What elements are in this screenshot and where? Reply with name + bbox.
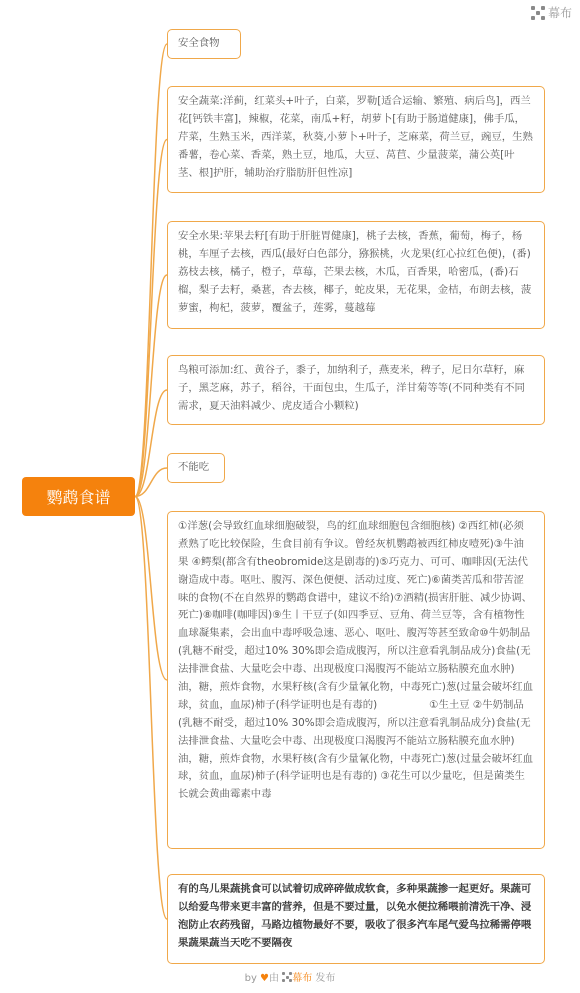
node-bird-feed[interactable]	[167, 355, 545, 425]
credit-by: by	[244, 973, 257, 984]
node-safe-fruits[interactable]	[167, 221, 545, 329]
node-feeding-tips-text: 有的鸟儿果蔬挑食可以试着切成碎碎做成软食，多种果蔬掺一起更好。果蔬可以给爱鸟带来更丰富的营养，但是不要过量，以免水便拉稀喂前清洗干净、浸泡防止农药残留，马路边植物最好不要，吸收了很多汽车尾气爱鸟拉稀需停喂果蔬果蔬当天吃不要隔夜	[178, 883, 532, 949]
root-title: 鹦鹉食谱	[46, 488, 111, 507]
node-bird-feed-text: 鸟粮可添加:红、黄谷子，黍子，加纳利子，燕麦米，稗子，尼日尔草籽，麻子，黑芝麻，苏子，稻谷，干面包虫，生瓜子，洋甘菊等等(不同种类有不同需求，夏天油料减少、虎皮适合小颗粒)	[178, 364, 525, 412]
node-safe-food[interactable]	[167, 29, 241, 59]
node-cannot-eat[interactable]	[167, 453, 225, 483]
footer-credit	[0, 969, 580, 984]
brand-logo	[531, 4, 572, 21]
connector-node-feeding-tips	[135, 497, 167, 920]
connector-node-forbidden-list	[135, 497, 167, 681]
node-forbidden-list-text: ①洋葱(会导致红血球细胞破裂，鸟的红血球细胞包含细胞核) ②西红柿(必须煮熟了吃比较保险，生食目前有争议。曾经灰机鹦鹉被西红柿皮噎死)③牛油果 ④鳄梨(都含有theobromide这是剧毒的)⑤巧克力、可可、咖啡因(无法代谢造成中毒。呕吐、腹泻、深色便便、活动过度、死亡)⑥菌类苦瓜和带苦涩味的食物(不在自然界的鹦鹉食谱中，建议不给)⑦酒精(损害肝脏、减少协调、死亡)⑧咖啡(咖啡因)⑨生丨干豆子(如四季豆、豆角、荷兰豆等，含有植物性血球凝集素，会出血中毒呼吸急速、恶心、呕吐、腹泻等甚至致命⑩牛奶制品(乳糖不耐受，超过10% 30%即会造成腹泻，所以注意看乳制品成分)食盐(无法排泄食盐、大量吃会中毒、出现极度口渴腹泻不能站立肠粘膜充血水肿)油，糖，煎炸食物，水果籽核(含有少量氰化物，中毒死亡)葱(过量会破坏红血球，贫血，血尿)柿子(科学证明也是有毒的) ①生土豆 ②牛奶制品(乳糖不耐受，超过10% 30%即会造成腹泻，所以注意看乳制品成分)食盐(无法排泄食盐、大量吃会中毒、出现极度口渴腹泻不能站立肠粘膜充血水肿)油，糖，煎炸食物，水果籽核(含有少量氰化物，中毒死亡)葱(过量会破坏红血球，贫血，血尿)柿子(科学证明也是有毒的) ③花生可以少量吃，但是菌类生长就会黄曲霉素中毒	[178, 520, 534, 801]
credit-from: 由	[269, 973, 280, 984]
node-safe-food-text: 安全食物	[178, 37, 220, 49]
node-forbidden-list[interactable]	[167, 511, 545, 849]
node-safe-fruits-text: 安全水果:苹果去籽[有助于肝脏胃健康]，桃子去核，香蕉，葡萄，梅子，杨桃，车厘子去核，西瓜(最好白色部分，猕猴桃，火龙果(红心拉红色便)，(番)荔枝去核，橘子，橙子，草莓，芒果去核，木瓜，百香果，哈密瓜，(番)石榴，梨子去籽，桑葚，杏去核，椰子，蛇皮果，无花果，金桔，布朗去核，菠萝蜜，枸杞，菠萝，覆盆子，莲雾，蔓越莓	[178, 230, 532, 314]
brand-name: 幕布	[547, 6, 572, 20]
connector-node-safe-food	[135, 44, 167, 497]
credit-heart-icon: ♥	[260, 973, 270, 984]
mubu-logo-icon	[531, 6, 545, 20]
credit-publish: 发布	[315, 973, 336, 984]
node-safe-vegetables[interactable]	[167, 86, 545, 193]
root-node[interactable]	[22, 477, 135, 516]
credit-brand: 幕布	[292, 973, 313, 984]
node-feeding-tips[interactable]	[167, 874, 545, 964]
mubu-small-icon	[282, 972, 292, 982]
node-safe-vegetables-text: 安全蔬菜:洋蓟，红菜头+叶子，白菜，罗勒[适合运输、繁殖、病后鸟]，西兰花[钙铁丰富]，辣椒，花菜，南瓜+籽，胡萝卜[有助于肠道健康]，佛手瓜，芹菜，生熟玉米，西洋菜，秋葵,小萝卜+叶子，芝麻菜，荷兰豆，豌豆，生熟番薯，卷心菜、香菜，熟土豆，地瓜，大豆、莴苣、少量菠菜，蒲公英[叶茎、根]护肝，辅助治疗脂肪肝但性凉]	[178, 95, 533, 179]
node-cannot-eat-text: 不能吃	[178, 461, 210, 473]
